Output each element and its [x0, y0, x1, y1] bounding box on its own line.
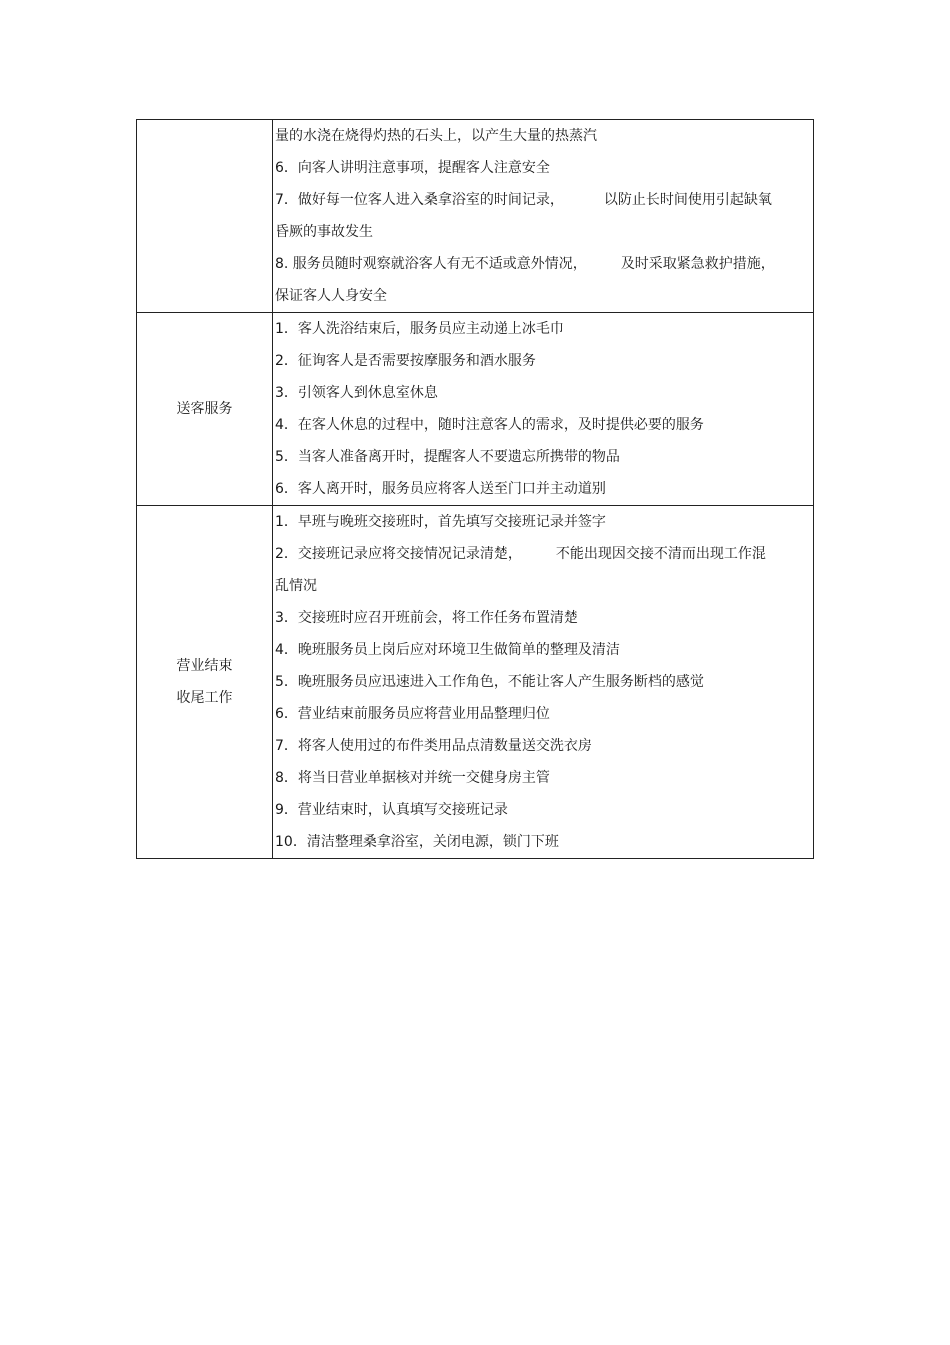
list-item: 7．将客人使用过的布件类用品点清数量送交洗衣房	[275, 738, 592, 754]
item-text: 2．交接班记录应将交接情况记录清楚，	[275, 546, 522, 562]
row-label-text: 收尾工作	[176, 690, 233, 706]
list-item: 4．在客人休息的过程中，随时注意客人的需求，及时提供必要的服务	[275, 417, 704, 433]
item-text: 7．做好每一位客人进入桑拿浴室的时间记录，	[275, 192, 564, 208]
row-content	[273, 120, 814, 313]
list-item: 4．晚班服务员上岗后应对环境卫生做简单的整理及清洁	[275, 642, 620, 658]
list-item: 6．营业结束前服务员应将营业用品整理归位	[275, 706, 550, 722]
list-item: 9．营业结束时，认真填写交接班记录	[275, 802, 508, 818]
item-text-continued: 不能出现因交接不清而出现工作混	[555, 546, 766, 562]
table-row	[137, 506, 814, 859]
list-item: 6．向客人讲明注意事项，提醒客人注意安全	[275, 160, 550, 176]
list-item: 保证客人人身安全	[275, 288, 387, 304]
row-label-text: 营业结束	[176, 658, 233, 674]
item-text-continued: 以防止长时间使用引起缺氧	[603, 192, 772, 208]
list-item: 昏厥的事故发生	[275, 224, 373, 240]
table-row	[137, 313, 814, 506]
list-item: 乱情况	[275, 578, 317, 594]
list-item: 5．晚班服务员应迅速进入工作角色，不能让客人产生服务断档的感觉	[275, 674, 704, 690]
list-item: 5．当客人准备离开时，提醒客人不要遗忘所携带的物品	[275, 449, 620, 465]
list-item	[275, 184, 795, 216]
list-item: 3．交接班时应召开班前会，将工作任务布置清楚	[275, 610, 578, 626]
item-text-continued: 及时采取紧急救护措施，	[620, 256, 775, 272]
row-label-text: 送客服务	[176, 401, 233, 417]
list-item: 8．将当日营业单据核对并统一交健身房主管	[275, 770, 550, 786]
row-label	[137, 313, 273, 506]
list-item	[275, 538, 795, 570]
list-item: 6．客人离开时，服务员应将客人送至门口并主动道别	[275, 481, 606, 497]
list-item: 量的水浇在烧得灼热的石头上，以产生大量的热蒸汽	[275, 128, 597, 144]
row-content	[273, 506, 814, 859]
item-text: 8. 服务员随时观察就浴客人有无不适或意外情况，	[275, 256, 587, 272]
list-item: 1．早班与晚班交接班时，首先填写交接班记录并签字	[275, 514, 606, 530]
list-item: 10．清洁整理桑拿浴室，关闭电源，锁门下班	[275, 834, 559, 850]
row-content	[273, 313, 814, 506]
row-label	[137, 120, 273, 313]
list-item: 1．客人洗浴结束后，服务员应主动递上冰毛巾	[275, 321, 564, 337]
row-label	[137, 506, 273, 859]
list-item	[275, 248, 795, 280]
list-item: 3．引领客人到休息室休息	[275, 385, 438, 401]
table-row	[137, 120, 814, 313]
list-item: 2．征询客人是否需要按摩服务和酒水服务	[275, 353, 536, 369]
procedure-table	[136, 119, 814, 859]
